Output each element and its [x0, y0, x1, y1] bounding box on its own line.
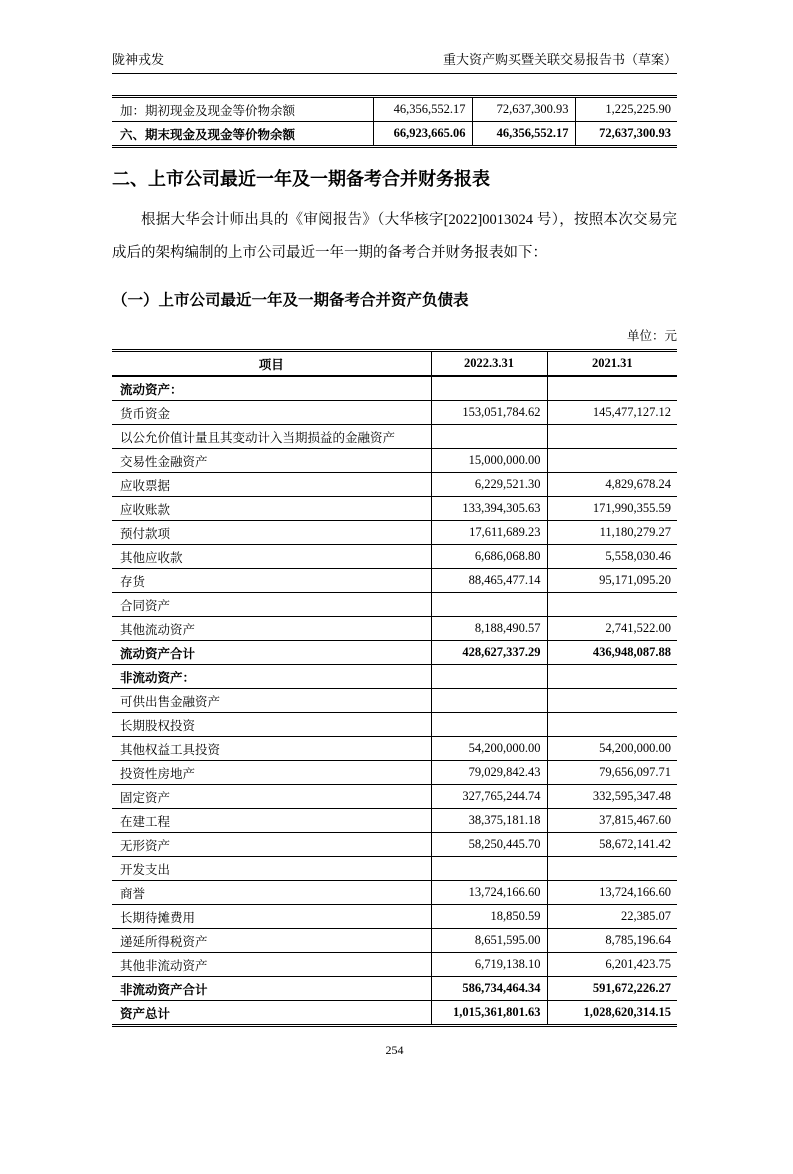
section-paragraph: 根据大华会计师出具的《审阅报告》（大华核字[2022]0013024 号），按照本次交易完成后的架构编制的上市公司最近一年一期的备考合并财务报表如下： [112, 212, 677, 261]
row-value: 171,990,355.59 [547, 497, 677, 521]
table-row [112, 953, 677, 977]
table-row [112, 689, 677, 713]
table-row [112, 97, 677, 122]
row-value: 332,595,347.48 [547, 785, 677, 809]
table-row [112, 401, 677, 425]
row-value: 58,250,445.70 [431, 833, 547, 857]
table-row [112, 641, 677, 665]
row-label: 投资性房地产 [120, 766, 196, 781]
table-row [112, 425, 677, 449]
unit-label: 单位：元 [626, 329, 677, 343]
row-label: 固定资产 [120, 790, 171, 805]
row-value: 13,724,166.60 [547, 881, 677, 905]
row-value: 586,734,464.34 [431, 977, 547, 1001]
table-row [112, 737, 677, 761]
row-label: 资产总计 [120, 1006, 171, 1021]
row-value [547, 857, 677, 881]
header-company-name: 陇神戎发 [112, 52, 165, 67]
row-value [547, 665, 677, 689]
row-value: 1,225,225.90 [575, 97, 677, 122]
row-value [547, 449, 677, 473]
table-row [112, 809, 677, 833]
table-row [112, 857, 677, 881]
page-number: 254 [385, 1043, 404, 1057]
balance-sheet-body [112, 376, 677, 1026]
table-row [112, 977, 677, 1001]
table-row [112, 122, 677, 147]
table-row [112, 785, 677, 809]
column-header-2022: 2022.3.31 [431, 351, 547, 377]
row-value: 46,356,552.17 [373, 97, 472, 122]
row-value: 79,656,097.71 [547, 761, 677, 785]
row-value [431, 425, 547, 449]
row-value: 54,200,000.00 [431, 737, 547, 761]
row-value: 11,180,279.27 [547, 521, 677, 545]
row-value [547, 593, 677, 617]
table-row [112, 473, 677, 497]
table-row [112, 1001, 677, 1026]
table-row [112, 617, 677, 641]
table-row [112, 521, 677, 545]
row-value: 6,686,068.80 [431, 545, 547, 569]
table-row [112, 833, 677, 857]
table-row [112, 761, 677, 785]
balance-sheet-table [112, 349, 677, 1027]
row-label: 其他应收款 [120, 550, 183, 565]
row-label: 开发支出 [120, 862, 171, 877]
row-value: 15,000,000.00 [431, 449, 547, 473]
row-label: 流动资产： [120, 382, 183, 397]
row-label: 无形资产 [120, 838, 171, 853]
row-value: 13,724,166.60 [431, 881, 547, 905]
row-value: 17,611,689.23 [431, 521, 547, 545]
row-value: 4,829,678.24 [547, 473, 677, 497]
row-label: 加：期初现金及现金等价物余额 [120, 103, 296, 118]
row-value [547, 713, 677, 737]
table-row [112, 929, 677, 953]
row-value: 6,201,423.75 [547, 953, 677, 977]
row-label: 交易性金融资产 [120, 454, 208, 469]
row-label: 应收账款 [120, 502, 171, 517]
balance-sheet-header [112, 351, 677, 377]
row-value: 6,719,138.10 [431, 953, 547, 977]
row-value: 95,171,095.20 [547, 569, 677, 593]
row-label: 其他权益工具投资 [120, 742, 221, 757]
table-row [112, 376, 677, 401]
row-value: 79,029,842.43 [431, 761, 547, 785]
row-label: 长期待摊费用 [120, 910, 196, 925]
row-value: 72,637,300.93 [575, 122, 677, 147]
row-value: 72,637,300.93 [472, 97, 575, 122]
table-header-row [112, 351, 677, 377]
document-page [0, 52, 793, 1058]
row-label: 预付款项 [120, 526, 171, 541]
row-value [431, 689, 547, 713]
row-label: 合同资产 [120, 598, 171, 613]
column-header-item: 项目 [112, 351, 431, 377]
row-label: 长期股权投资 [120, 718, 196, 733]
row-value: 88,465,477.14 [431, 569, 547, 593]
row-value: 1,028,620,314.15 [547, 1001, 677, 1026]
row-value: 8,188,490.57 [431, 617, 547, 641]
row-value: 37,815,467.60 [547, 809, 677, 833]
table-row [112, 665, 677, 689]
row-label: 商誉 [120, 886, 146, 901]
row-value: 2,741,522.00 [547, 617, 677, 641]
row-value: 145,477,127.12 [547, 401, 677, 425]
section-heading: 二、上市公司最近一年及一期备考合并财务报表 [112, 169, 490, 189]
row-value: 436,948,087.88 [547, 641, 677, 665]
row-value: 58,672,141.42 [547, 833, 677, 857]
table-row [112, 593, 677, 617]
row-label: 非流动资产： [120, 670, 196, 685]
header-report-title: 重大资产购买暨关联交易报告书（草案） [442, 52, 677, 67]
row-value [431, 593, 547, 617]
row-value [431, 376, 547, 401]
row-value: 8,785,196.64 [547, 929, 677, 953]
row-value [431, 665, 547, 689]
row-value: 54,200,000.00 [547, 737, 677, 761]
column-header-2021: 2021.31 [547, 351, 677, 377]
row-value [431, 857, 547, 881]
row-value: 428,627,337.29 [431, 641, 547, 665]
row-label: 应收票据 [120, 478, 171, 493]
row-value: 6,229,521.30 [431, 473, 547, 497]
row-value: 66,923,665.06 [373, 122, 472, 147]
row-value [431, 713, 547, 737]
row-value: 5,558,030.46 [547, 545, 677, 569]
row-label: 递延所得税资产 [120, 934, 208, 949]
row-label: 在建工程 [120, 814, 171, 829]
row-label: 其他非流动资产 [120, 958, 208, 973]
row-label: 可供出售金融资产 [120, 694, 221, 709]
row-value: 153,051,784.62 [431, 401, 547, 425]
row-label: 以公允价值计量且其变动计入当期损益的金融资产 [120, 430, 396, 445]
subsection-heading: （一）上市公司最近一年及一期备考合并资产负债表 [112, 292, 469, 309]
table-row [112, 569, 677, 593]
table-row [112, 905, 677, 929]
row-label: 货币资金 [120, 406, 171, 421]
table-row [112, 497, 677, 521]
running-header [112, 52, 677, 74]
row-value: 591,672,226.27 [547, 977, 677, 1001]
table-row [112, 713, 677, 737]
row-value: 8,651,595.00 [431, 929, 547, 953]
row-label: 非流动资产合计 [120, 982, 208, 997]
row-value: 327,765,244.74 [431, 785, 547, 809]
row-value: 46,356,552.17 [472, 122, 575, 147]
row-label: 存货 [120, 574, 146, 589]
row-label: 流动资产合计 [120, 646, 196, 661]
row-label: 其他流动资产 [120, 622, 196, 637]
row-value [547, 689, 677, 713]
row-value: 18,850.59 [431, 905, 547, 929]
row-value: 38,375,181.18 [431, 809, 547, 833]
table-row [112, 545, 677, 569]
row-value [547, 376, 677, 401]
row-value: 22,385.07 [547, 905, 677, 929]
row-value: 1,015,361,801.63 [431, 1001, 547, 1026]
table-row [112, 449, 677, 473]
cashflow-table-body [112, 97, 677, 147]
table-row [112, 881, 677, 905]
cashflow-table-fragment [112, 95, 677, 148]
row-value: 133,394,305.63 [431, 497, 547, 521]
row-label: 六、期末现金及现金等价物余额 [120, 127, 296, 142]
row-value [547, 425, 677, 449]
